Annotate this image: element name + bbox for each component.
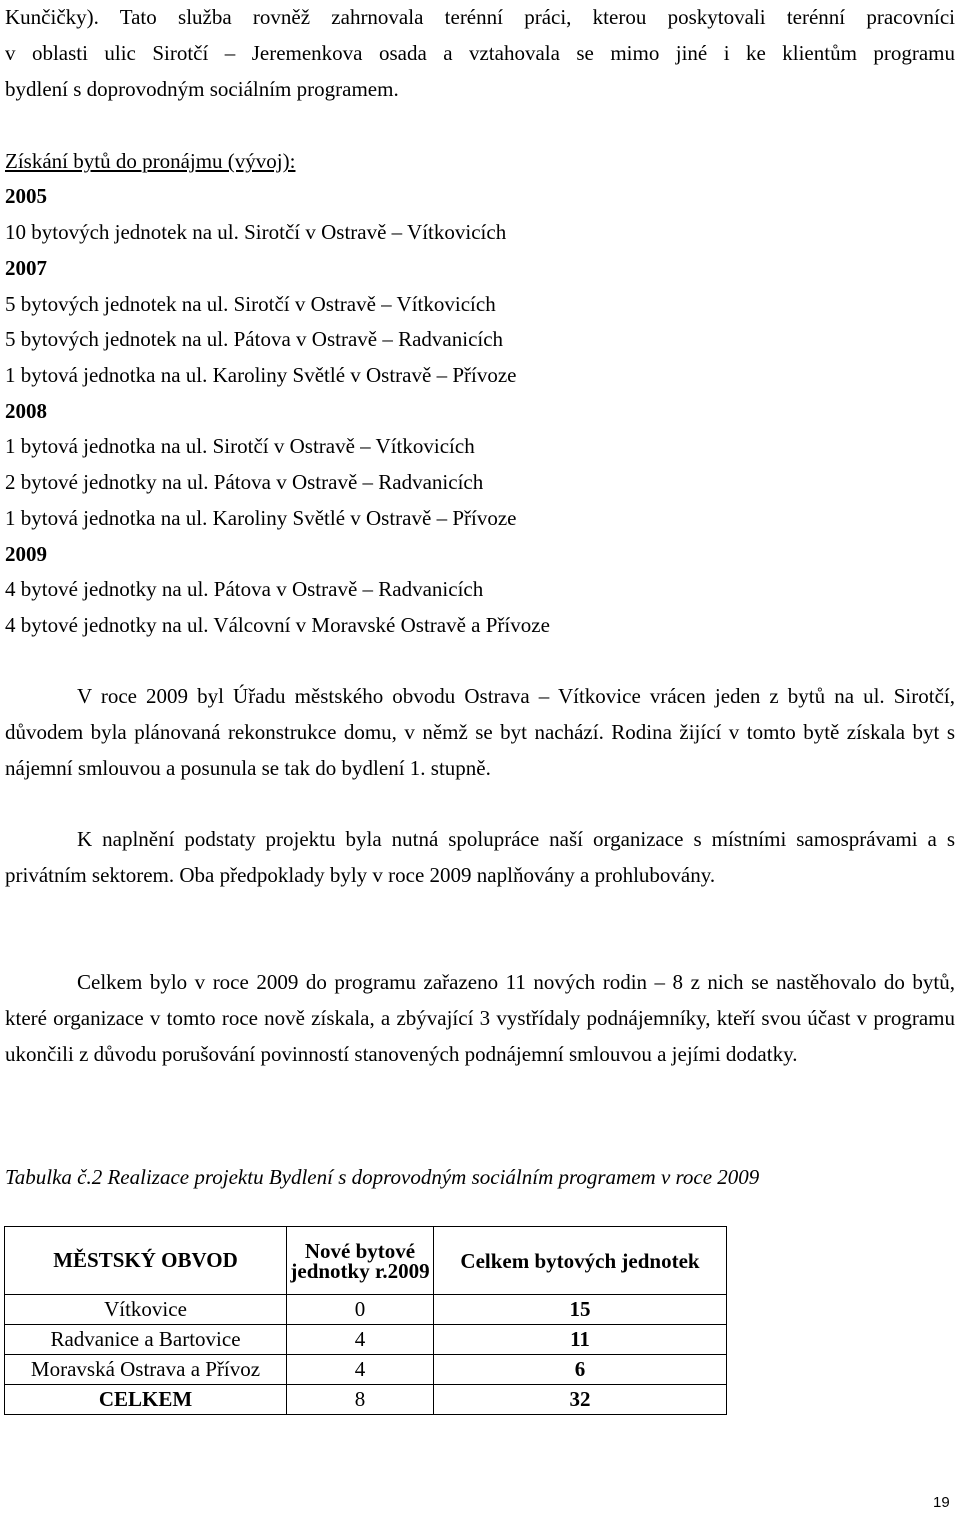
results-table bbox=[4, 1226, 727, 1415]
intro-line: v oblasti ulic Sirotčí – Jeremenkova osada a vztahovala se mimo jiné i ke klientům programu bbox=[5, 41, 955, 65]
cell-district: Vítkovice bbox=[5, 1295, 287, 1325]
table-total-row bbox=[5, 1385, 727, 1415]
intro-line: Kunčičky). Tato služba rovněž zahrnovala terénní práci, kterou poskytovali terénní pracovníci bbox=[5, 5, 955, 29]
header-district: MĚSTSKÝ OBVOD bbox=[5, 1227, 287, 1295]
year-2009: 2009 bbox=[5, 542, 47, 566]
body-paragraph: V roce 2009 byl Úřadu městského obvodu Ostrava – Vítkovice vrácen jeden z bytů na ul. Sirotčí, důvodem byla plánovaná rekonstrukce domu, v němž se byt nachází. Rodina žijící v tomto bytě získala byt s nájemní smlouvou a posunula se tak do bydlení 1. stupně. bbox=[5, 684, 955, 780]
cell-new-units: 8 bbox=[287, 1385, 434, 1415]
intro-line: bydlení s doprovodným sociálním programem. bbox=[5, 77, 399, 101]
cell-district: Moravská Ostrava a Přívoz bbox=[5, 1355, 287, 1385]
entry-line: 4 bytové jednotky na ul. Válcovní v Moravské Ostravě a Přívoze bbox=[5, 613, 550, 637]
entry-line: 10 bytových jednotek na ul. Sirotčí v Ostravě – Vítkovicích bbox=[5, 220, 507, 244]
cell-new-units: 0 bbox=[287, 1295, 434, 1325]
entry-line: 5 bytových jednotek na ul. Pátova v Ostravě – Radvanicích bbox=[5, 327, 504, 351]
cell-new-units: 4 bbox=[287, 1325, 434, 1355]
year-2005: 2005 bbox=[5, 184, 47, 208]
entry-line: 4 bytové jednotky na ul. Pátova v Ostravě – Radvanicích bbox=[5, 577, 484, 601]
table-row bbox=[5, 1295, 727, 1325]
entry-line: 5 bytových jednotek na ul. Sirotčí v Ostravě – Vítkovicích bbox=[5, 292, 496, 316]
cell-district: CELKEM bbox=[5, 1385, 287, 1415]
entry-line: 1 bytová jednotka na ul. Sirotčí v Ostravě – Vítkovicích bbox=[5, 434, 475, 458]
cell-district: Radvanice a Bartovice bbox=[5, 1325, 287, 1355]
table-header-row bbox=[5, 1227, 727, 1295]
year-2007: 2007 bbox=[5, 256, 47, 280]
entry-line: 2 bytové jednotky na ul. Pátova v Ostravě – Radvanicích bbox=[5, 470, 484, 494]
year-2008: 2008 bbox=[5, 399, 47, 423]
cell-new-units: 4 bbox=[287, 1355, 434, 1385]
body-paragraph: Celkem bylo v roce 2009 do programu zařazeno 11 nových rodin – 8 z nich se nastěhovalo do bytů, které organizace v tomto roce nově získala, a zbývající 3 vystřídaly podnájemníky, kteří svou účast v programu ukončili z důvodu porušování povinností stanovených podnájemní smlouvou a jejími dodatky. bbox=[5, 970, 955, 1066]
cell-total-units: 6 bbox=[434, 1355, 727, 1385]
cell-total-units: 15 bbox=[434, 1295, 727, 1325]
table-row bbox=[5, 1325, 727, 1355]
header-total-units: Celkem bytových jednotek bbox=[434, 1227, 727, 1295]
header-new-units: Nové bytové jednotky r.2009 bbox=[287, 1227, 434, 1295]
cell-total-units: 11 bbox=[434, 1325, 727, 1355]
page-number: 19 bbox=[933, 1494, 950, 1511]
section-heading: Získání bytů do pronájmu (vývoj): bbox=[5, 149, 296, 173]
body-paragraph: K naplnění podstaty projektu byla nutná spolupráce naší organizace s místními samosprávami a s privátním sektorem. Oba předpoklady byly v roce 2009 naplňovány a prohlubovány. bbox=[5, 827, 955, 887]
cell-total-units: 32 bbox=[434, 1385, 727, 1415]
table-caption: Tabulka č.2 Realizace projektu Bydlení s doprovodným sociálním programem v roce 2009 bbox=[5, 1165, 760, 1189]
entry-line: 1 bytová jednotka na ul. Karoliny Světlé v Ostravě – Přívoze bbox=[5, 506, 517, 530]
entry-line: 1 bytová jednotka na ul. Karoliny Světlé v Ostravě – Přívoze bbox=[5, 363, 517, 387]
table-row bbox=[5, 1355, 727, 1385]
